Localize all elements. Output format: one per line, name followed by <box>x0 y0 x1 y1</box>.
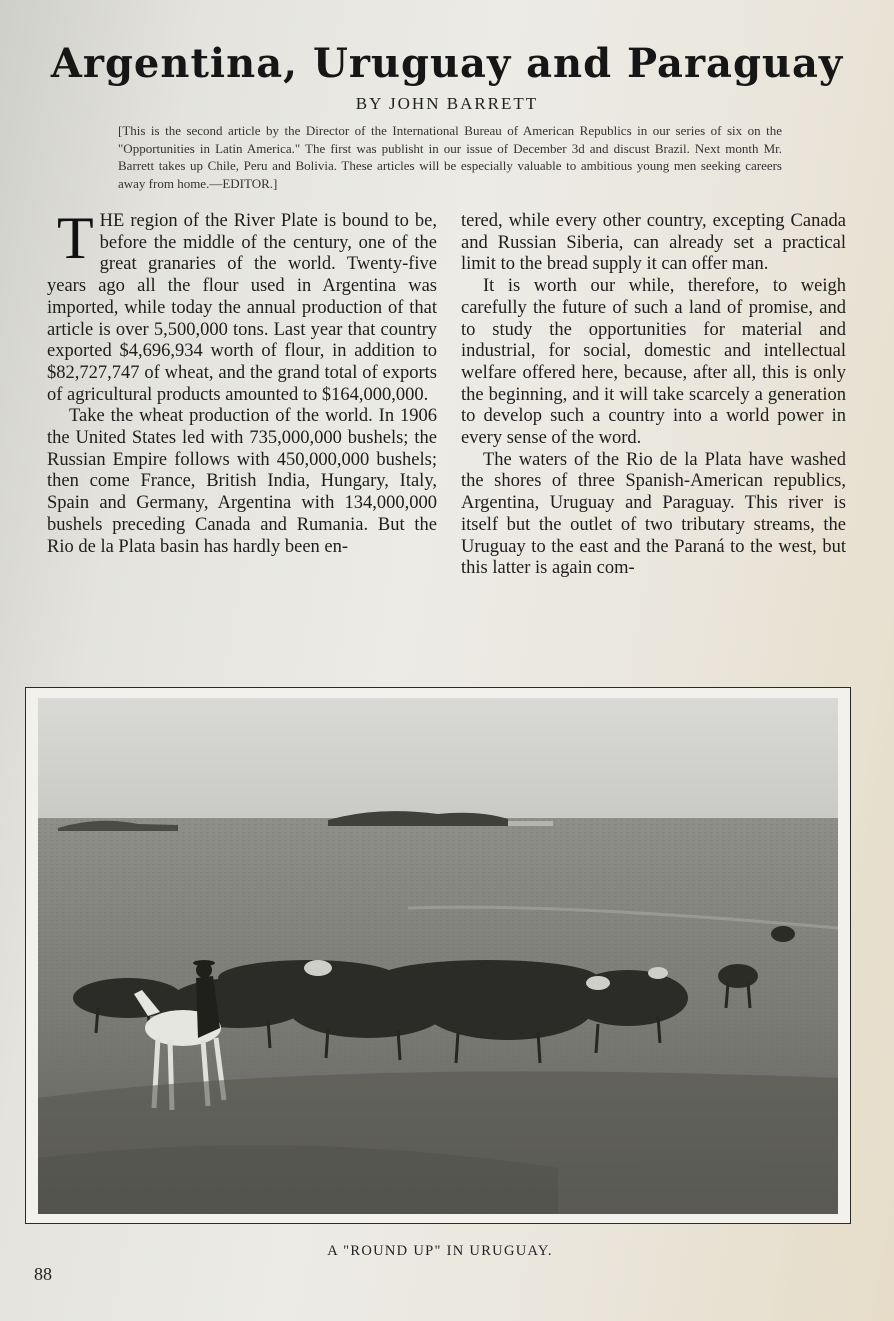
byline: BY JOHN BARRETT <box>355 94 539 113</box>
paragraph-1-text: HE region of the River Plate is bound to be, before the middle of the century, one of the great granaries of the world. Twenty-five years ago all the flour used in Argentina was imported, while today the annual production of that article is over 5,500,000 tons. Last year that country exported $4,696,934 worth of flour, in addition to $82,727,747 of wheat, and the grand total of exports of agricultural products amounted to $164,000,000. <box>47 211 437 405</box>
article-title: Argentina, Uruguay and Paraguay <box>50 40 844 87</box>
page-number: 88 <box>34 1264 52 1284</box>
editor-note: [This is the second article by the Director of the International Bureau of American Republics in our series of six on the "Opportunities in Latin America." The first was publisht in our issue of December 3d and discust Brazil. Next month Mr. Barrett takes up Chile, Peru and Bolivia. These articles will be especially valuable to ambitious young men seeking careers away from home.—EDITOR.] <box>118 123 782 191</box>
photo-caption: A "ROUND UP" IN URUGUAY. <box>327 1243 553 1259</box>
roundup-photo <box>38 698 838 1214</box>
photo-frame <box>25 687 851 1224</box>
drop-cap: T <box>57 205 94 271</box>
paragraph-1 <box>47 205 437 406</box>
paragraph-3: It is worth our while, therefore, to weigh carefully the future of such a land of promise, and to study the opportunities for material and industrial, for social, domestic and intellectual welfare offered here, because, after all, this is only the beginning, and it will take scarcely a generation to develop such a country into a world power in every sense of the word. <box>461 276 846 449</box>
roundup-photo-illustration <box>38 698 838 1214</box>
paragraph-2-end: tered, while every other country, excepting Canada and Russian Siberia, can already set a practical limit to the bread supply it can offer man. <box>461 211 846 275</box>
paragraph-4: The waters of the Rio de la Plata have washed the shores of three Spanish-American republics, Argentina, Uruguay and Paraguay. This river is itself but the outlet of two tributary streams, the Uruguay to the east and the Paraná to the west, but this latter is again com- <box>461 449 846 579</box>
left-column <box>47 205 437 558</box>
right-column <box>461 211 846 580</box>
paragraph-2-start: Take the wheat production of the world. In 1906 the United States led with 735,000,000 bushels; the Russian Empire follows with 450,000,000 bushels; then come France, British India, Hungary, Italy, Spain and Germany, Argentina with 134,000,000 bushels preceding Canada and Rumania. But the Rio de la Plata basin has hardly been en- <box>47 406 437 557</box>
